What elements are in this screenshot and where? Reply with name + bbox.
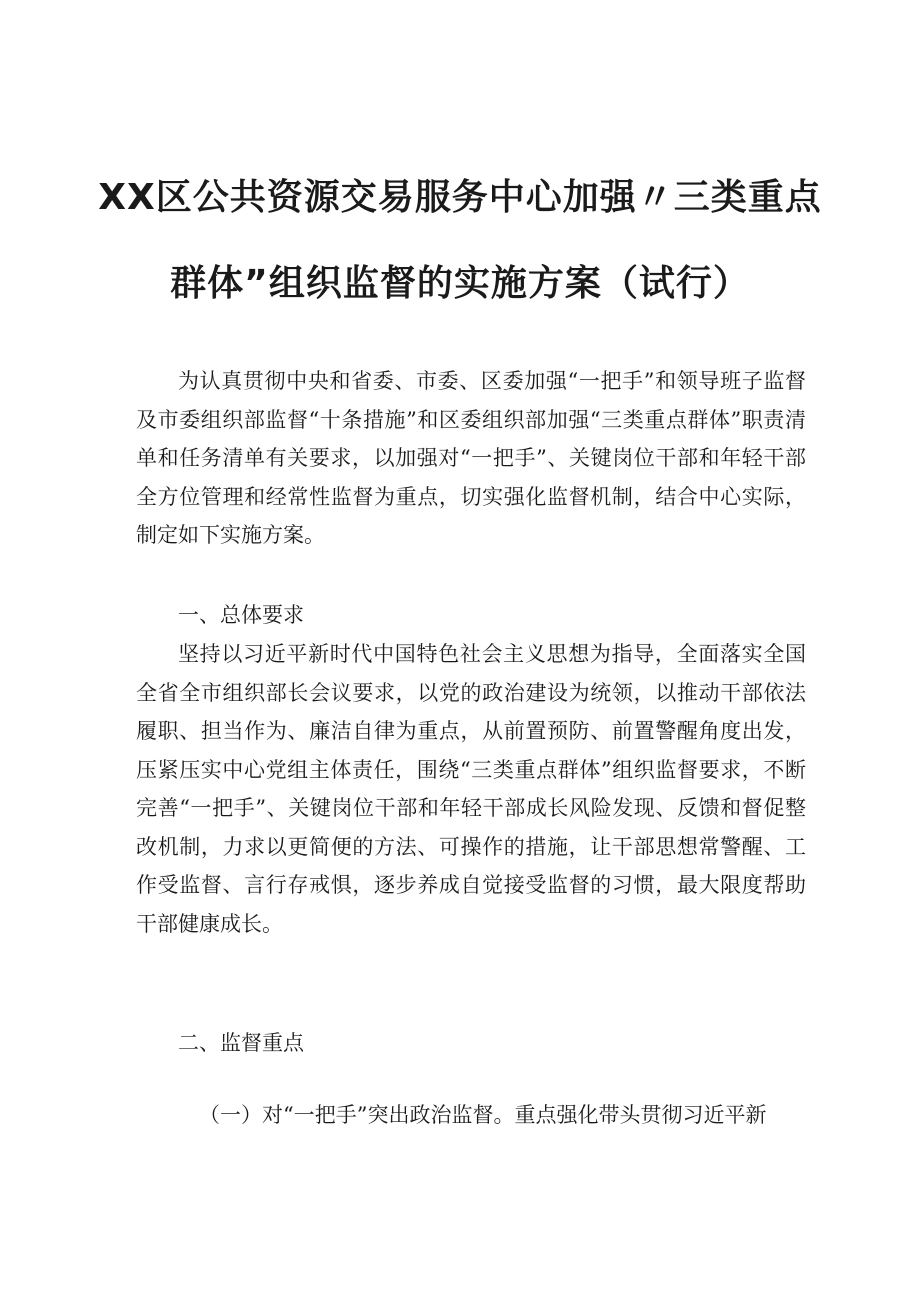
general-requirements-paragraph: 坚持以习近平新时代中国特色社会主义思想为指导，全面落实全国全省全市组织部长会议要求，以党的政治建设为统领，以推动干部依法履职、担当作为、廉洁自律为重点，从前置预防、前置警醒角度出发，压紧压实中心党组主体责任，围绕“三类重点群体”组织监督要求，不断完善“一把手”、关键岗位干部和年轻干部成长风险发现、反馈和督促整改机制，力求以更简便的方法、可操作的措施，让干部思想常警醒、工作受监督、言行存戒惧，逐步养成自觉接受监督的习惯，最大限度帮助干部健康成长。 bbox=[136, 642, 806, 936]
subsection-leader-political-supervision: （一）对“一把手”突出政治监督。重点强化带头贯彻习近平新 bbox=[199, 1103, 767, 1127]
section-heading-supervision-focus: 二、监督重点 bbox=[178, 1031, 304, 1055]
document-title-line-2: 群体”组织监督的实施方案（试行） bbox=[170, 263, 750, 304]
document-title-line-1: XX区公共资源交易服务中心加强〃三类重点 bbox=[98, 177, 822, 218]
section-heading-general-requirements: 一、总体要求 bbox=[178, 603, 304, 627]
intro-paragraph: 为认真贯彻中央和省委、市委、区委加强“一把手”和领导班子监督及市委组织部监督“十条措施”和区委组织部加强“三类重点群体”职责清单和任务清单有关要求，以加强对“一把手”、关键岗位干部和年轻干部全方位管理和经常性监督为重点，切实强化监督机制，结合中心实际，制定如下实施方案。 bbox=[136, 369, 806, 547]
